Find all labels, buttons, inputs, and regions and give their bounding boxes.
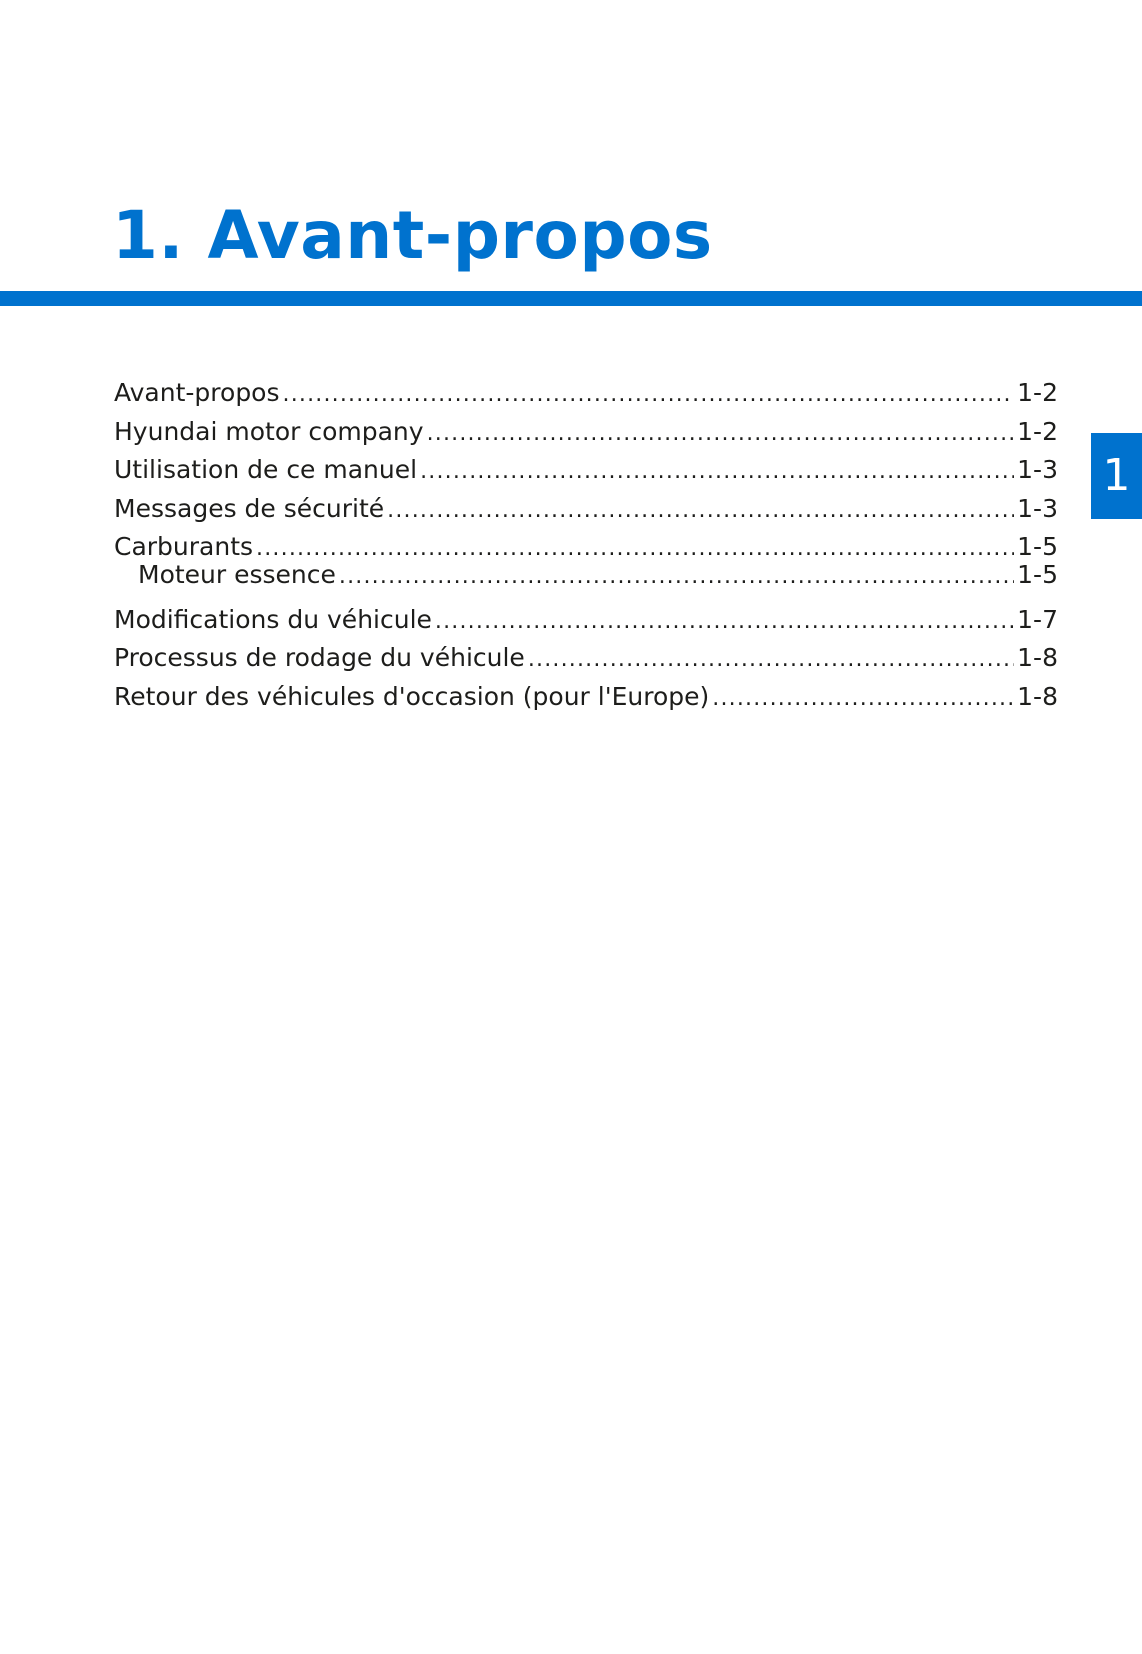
toc-subentry-moteur-essence[interactable] [114,560,1058,591]
toc-entry-label: Processus de rodage du véhicule [114,643,525,672]
toc-dot-leader [387,492,1014,530]
toc-entry-page: 1-5 [1017,559,1058,589]
chapter-tab-number: 1 [1102,450,1131,501]
toc-entry-label: Carburants [114,532,254,561]
toc-dot-leader [528,641,1014,679]
toc-entry-page: 1-2 [1017,378,1058,407]
toc-dot-leader [435,603,1014,641]
toc-entry-label: Avant-propos [114,378,280,407]
toc-entry-hyundai-motor-company[interactable] [114,413,1058,452]
toc-entry-page: 1-3 [1017,455,1058,484]
toc-entry-label: Hyundai motor company [114,416,424,446]
toc-entry-label: Utilisation de ce manuel [114,455,418,484]
toc-dot-leader [339,562,1014,592]
toc-dot-leader [712,680,1014,718]
chapter-title: 1. Avant-propos [112,197,713,274]
toc-entry-retour-vehicules-occasion[interactable] [114,678,1058,717]
toc-entry-page: 1-8 [1017,681,1058,711]
toc-entry-utilisation-manuel[interactable] [114,451,1058,490]
toc-entry-label: Moteur essence [138,559,336,589]
toc-entry-messages-securite[interactable] [114,490,1058,529]
toc-entry-page: 1-8 [1017,643,1058,672]
toc-entry-label: Modifications du véhicule [114,604,432,634]
toc-entry-processus-rodage[interactable] [114,639,1058,678]
toc-dot-leader [427,415,1015,453]
table-of-contents [114,374,1058,716]
toc-entry-label: Messages de sécurité [114,493,385,523]
toc-dot-leader [420,453,1014,491]
toc-entry-label: Retour des véhicules d'occasion (pour l'Europe) [114,681,710,711]
toc-entry-page: 1-3 [1017,493,1058,523]
toc-entry-page: 1-7 [1017,604,1058,634]
toc-entry-avant-propos[interactable] [114,374,1058,413]
toc-entry-page: 1-5 [1017,532,1058,561]
toc-entry-modifications-vehicule[interactable] [114,601,1058,640]
toc-entry-page: 1-2 [1017,416,1058,446]
toc-dot-leader [283,376,1015,414]
title-rule [0,291,1142,306]
chapter-tab [1091,433,1142,519]
